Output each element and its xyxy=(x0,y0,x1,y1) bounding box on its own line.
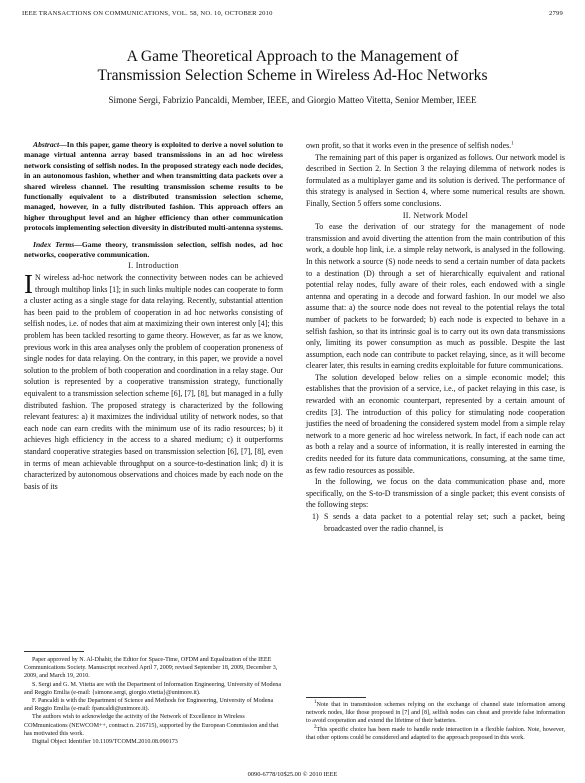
copyright-footer: 0090-6778/10$25.00 © 2010 IEEE xyxy=(247,771,338,778)
section-heading-network-model: II. Network Model xyxy=(402,210,469,220)
abstract-text: —In this paper, game theory is exploited to derive a novel solution to manage virtual antenna array based transmissions in an ad hoc wireless network consisting of selfish nodes. In the proposed strategy each node decides, in an autonomous fashion, whether and when transmitting data packets over a shared wireless channel. The resulting transmission scheme results to be functionally equivalent to a distributed transmission selection scheme, managed, however, in a fully distributed fashion. This approach offers an higher throughput level and an higher efficiency than other communication protocols implementing selection diversity in distributed multi-antenna systems. xyxy=(24,140,283,233)
footnote-doi: Digital Object Identifier 10.1109/TCOMM.2010.08.090173 xyxy=(32,739,178,746)
footnote-1: $^1$Note that in transmission schemes relying on the exchange of channel state information among network nodes, like those proposed in [7] and [8], selfish nodes can cheat and provide false information to avoid cooperation and extend the lifetime of their batteries. xyxy=(306,699,565,725)
section-heading-introduction: I. Introduction xyxy=(128,261,179,271)
intro-text: N wireless ad-hoc network the connectivity between nodes can be achieved through multihop links [1]; in such links multiple nodes can cooperate to form a cluster acting as a single stage for data relaying. Recently, substantial attention has been paid to the problem of cooperation in ad hoc networks consisting of selfish nodes, i.e. of nodes that aim at maximizing their own interest only [4]; this problem has been tackled resorting to game theory. However, as far as we know, previous work in this area analyses only the problem of cooperation proneness of single nodes for data relaying. On the contrary, in this paper, we provide a novel solution to the problem of both cooperation and coordination in a relay stage. Our solution is represented by a cooperative transmission strategy, functionally equivalent to a transmission selection scheme [6], [7], [8], but managed in a fully distributed fashion. The proposed strategy is characterized by the following relevant features: a) it maximizes the individual utility of network nodes, so that each node can earn credits with the minimum use of its radio resources; b) it achieves high efficiency in the access to a shared medium; c) it outperforms standard cooperative strategies based on transmission selection [6], [7], [8], even in terms of mean achievable throughput on a source-to-destination link; d) it is characterized by autonomous observations and choices made by each node on the basis of its xyxy=(24,273,283,491)
page-number: 2799 xyxy=(549,10,563,17)
abstract-label: Abstract xyxy=(33,140,60,149)
paper-title xyxy=(40,47,545,85)
list-item-text: S sends a data packet to a potential relay set; such a packet, being broadcasted over the radio channel, is xyxy=(324,512,565,533)
footnote-pancaldi: F. Pancaldi is with the Department of Science and Methods for Engineering, University of Modena and Reggio Emilia (e-mail: fpancaldi@unimore.it). xyxy=(24,698,274,713)
model-paragraph-1: To ease the derivation of our strategy for the management of node transmission and avoid diverting the attention from the main contribution of this work, a double hop link, i.e. a simple relay network, is analysed in the following. In this network a source (S) node needs to send a certain number of data packets to a destination (D) through a set of hierarchically equivalent and rational potential relay nodes, fully aware of their roles, each endowed with a single antenna and operating in a decode and forward fashion. In our model we also assume that: a) the source node does not reveal to the potential relays the total number of packets to be forwarded; b) each node is expected to behave in a selfish fashion, so that its intrinsic goal is to carry out its own data transmissions only, limiting its power consumption as much as possible. Despite the last assumption, each node can contribute to packet relaying, since, as it will become clearer later, this results in earning credits exploitable for future communications. xyxy=(306,222,565,371)
intro-continuation: own profit, so that it works even in the presence of selfish nodes.$^1$ xyxy=(306,141,514,150)
title-line-1: A Game Theoretical Approach to the Management of xyxy=(126,48,459,65)
footnote-rule-right xyxy=(306,697,366,698)
abstract xyxy=(24,140,283,234)
footnote-acknowledgment: The authors wish to acknowledge the activity of the Network of Excellence in Wireless COMmunications (NEWCOM++, contract n. 216715), supported by the European Commission and that has motivated this work. xyxy=(24,714,279,737)
running-head xyxy=(22,10,563,22)
index-terms-label: Index Terms xyxy=(33,239,75,249)
index-terms-text: —Game theory, transmission selection, selfish nodes, ad hoc networks, cooperative communication. xyxy=(24,239,283,260)
index-terms xyxy=(24,240,283,261)
list-item-number: 1) xyxy=(312,512,319,521)
footnote-sergi-vitetta: S. Sergi and G. M. Vitetta are with the Department of Information Engineering, University of Modena and Reggio Emilia (e-mail: {simone.sergi, giorgio.vitetta}@unimore.it). xyxy=(24,681,282,696)
drop-cap: I xyxy=(24,269,33,300)
model-paragraph-3: In the following, we focus on the data communication phase and, more specifically, on the S-to-D transmission of a single packet; this event consists of the following steps: xyxy=(306,477,565,510)
footnotes-right xyxy=(306,701,565,742)
intro-paragraph xyxy=(24,269,283,492)
journal-info: IEEE TRANSACTIONS ON COMMUNICATIONS, VOL. 58, NO. 10, OCTOBER 2010 xyxy=(22,10,273,17)
footnote-rule-left xyxy=(24,651,84,652)
list-item xyxy=(306,511,565,534)
footnote-2: $^2$This specific choice has been made to handle node interaction in a flexible fashion. Note, however, that other options could be considered and adapted to the approach proposed in this work. xyxy=(306,724,565,741)
left-column xyxy=(24,140,283,492)
organization-paragraph: The remaining part of this paper is organized as follows. Our network model is described in Section 2. In Section 3 the relaying dilemma of network nodes is formulated as a multiplayer game and its solution is derived. The performance of this strategy is analysed in Section 4, where some numerical results are shown. Finally, Section 5 offers some conclusions. xyxy=(306,152,565,208)
footnotes-left xyxy=(24,656,283,746)
footnote-editor: Paper approved by N. Al-Dhahir, the Editor for Space-Time, OFDM and Equalization of the IEEE Communications Society. Manuscript received April 7, 2009; revised September 18, 2009, December 3, 2009, and March 19, 2010. xyxy=(24,657,278,680)
title-line-2: Transmission Selection Scheme in Wireless Ad-Hoc Networks xyxy=(97,67,488,84)
model-paragraph-2: The solution developed below relies on a simple economic model; this establishes that the provision of a service, i.e., of packet relaying in this case, is rewarded with an economic counterpart, represented by a certain amount of credits [3]. The introduction of this policy for stimulating node cooperation justifies the need of broadening the considered system model from a simple relay network to a more generic ad hoc wireless network. In fact, if each node can act as both a relay and a source of information, it is really interested in earning the credits needed for its future data communications, consuming, at the same time, as few radio resources as possible. xyxy=(306,372,565,475)
author-list: Simone Sergi, Fabrizio Pancaldi, Member, IEEE, and Giorgio Matteo Vitetta, Senior Member, IEEE xyxy=(108,95,477,105)
right-column xyxy=(306,140,565,534)
